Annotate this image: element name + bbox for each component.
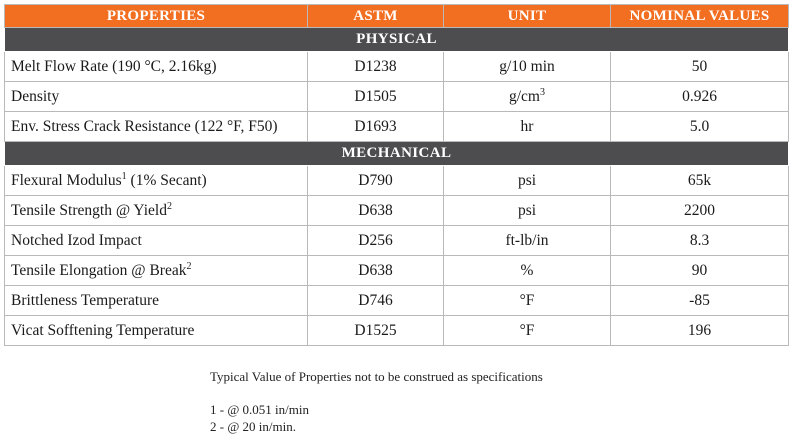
nominal-value: 90 — [611, 256, 789, 286]
astm-method: D1693 — [308, 112, 444, 142]
property-name — [5, 166, 308, 196]
unit-text: % — [520, 261, 534, 279]
section-physical-label: PHYSICAL — [5, 28, 789, 52]
property-name — [5, 82, 308, 112]
header-nominal-values: NOMINAL VALUES — [611, 5, 789, 28]
table-row — [5, 112, 789, 142]
property-name-text: Density — [11, 87, 60, 105]
property-name — [5, 196, 308, 226]
properties-table — [4, 4, 789, 346]
unit-cell — [444, 226, 611, 256]
property-name — [5, 52, 308, 82]
property-name-text: Tensile Elongation @ Break — [11, 261, 187, 279]
nominal-value: 5.0 — [611, 112, 789, 142]
property-name — [5, 226, 308, 256]
unit-cell — [444, 112, 611, 142]
unit-text: ft-lb/in — [505, 231, 549, 249]
property-name-text: Flexural Modulus — [11, 171, 122, 189]
property-name-text: Vicat Sofftening Temperature — [11, 321, 195, 339]
header-properties: PROPERTIES — [5, 5, 308, 28]
unit-cell — [444, 166, 611, 196]
property-name-text: Brittleness Temperature — [11, 291, 159, 309]
property-name-suffix: (1% Secant) — [126, 171, 207, 189]
table-header-row — [5, 5, 789, 28]
unit-text: g/10 min — [499, 57, 555, 75]
table-row — [5, 286, 789, 316]
nominal-value: 50 — [611, 52, 789, 82]
astm-method: D638 — [308, 196, 444, 226]
section-mechanical — [5, 142, 789, 166]
astm-method: D256 — [308, 226, 444, 256]
property-name-text: Notched Izod Impact — [11, 231, 142, 249]
header-unit: UNIT — [444, 5, 611, 28]
nominal-value: -85 — [611, 286, 789, 316]
property-name — [5, 256, 308, 286]
disclaimer-note: Typical Value of Properties not to be construed as specifications — [210, 369, 543, 384]
nominal-value: 65k — [611, 166, 789, 196]
unit-cell — [444, 82, 611, 112]
unit-exponent: 3 — [540, 86, 545, 98]
unit-text: g/cm — [509, 87, 540, 105]
footnote-marker: 2 — [186, 260, 192, 272]
astm-method: D1525 — [308, 316, 444, 346]
table-row — [5, 52, 789, 82]
nominal-value: 196 — [611, 316, 789, 346]
unit-cell — [444, 316, 611, 346]
nominal-value: 2200 — [611, 196, 789, 226]
header-astm: ASTM — [308, 5, 444, 28]
unit-text: °F — [519, 321, 535, 339]
table-row — [5, 256, 789, 286]
unit-cell — [444, 286, 611, 316]
section-physical — [5, 28, 789, 52]
property-name-text: Melt Flow Rate (190 °C, 2.16kg) — [11, 57, 217, 75]
table-row — [5, 316, 789, 346]
table-row — [5, 196, 789, 226]
footnote-1: 1 - @ 0.051 in/min — [210, 402, 309, 417]
unit-text: hr — [520, 117, 534, 135]
astm-method: D790 — [308, 166, 444, 196]
property-name-text: Env. Stress Crack Resistance (122 °F, F50) — [11, 117, 278, 135]
footnote-marker: 2 — [166, 200, 172, 212]
property-name — [5, 316, 308, 346]
astm-method: D1238 — [308, 52, 444, 82]
property-name — [5, 112, 308, 142]
table-row — [5, 166, 789, 196]
property-name — [5, 286, 308, 316]
unit-cell — [444, 52, 611, 82]
property-name-text: Tensile Strength @ Yield — [11, 201, 167, 219]
astm-method: D746 — [308, 286, 444, 316]
nominal-value: 8.3 — [611, 226, 789, 256]
unit-cell — [444, 256, 611, 286]
unit-text: °F — [519, 291, 535, 309]
table-row — [5, 226, 789, 256]
table-row — [5, 82, 789, 112]
unit-text: psi — [517, 171, 537, 189]
unit-cell — [444, 196, 611, 226]
footnote-2: 2 - @ 20 in/min. — [210, 419, 296, 434]
nominal-value: 0.926 — [611, 82, 789, 112]
notes — [210, 368, 543, 435]
section-mechanical-label: MECHANICAL — [5, 142, 789, 166]
unit-text: psi — [517, 201, 537, 219]
astm-method: D1505 — [308, 82, 444, 112]
footnote-marker: 1 — [121, 170, 127, 182]
astm-method: D638 — [308, 256, 444, 286]
